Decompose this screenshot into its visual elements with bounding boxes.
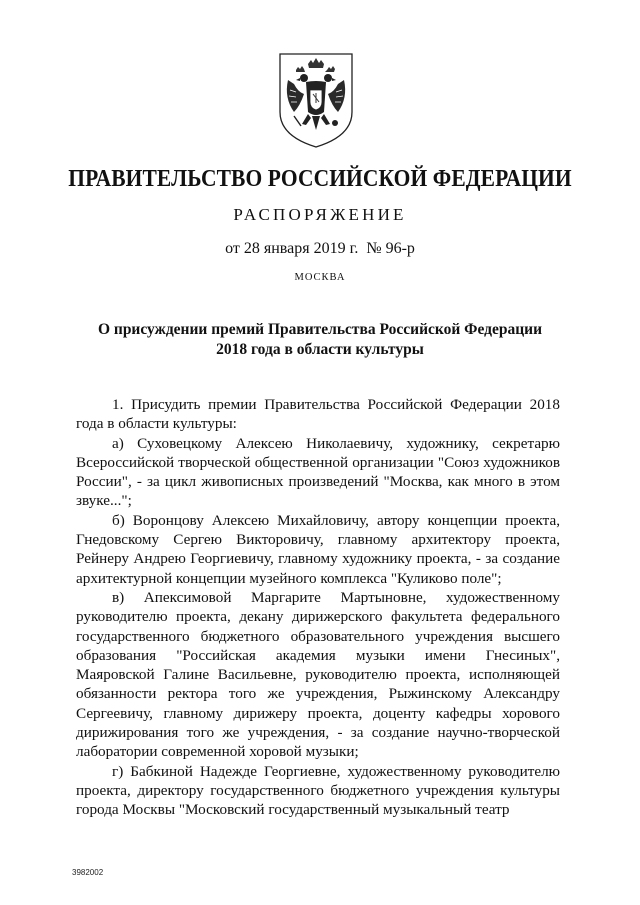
government-title: ПРАВИТЕЛЬСТВО РОССИЙСКОЙ ФЕДЕРАЦИИ	[68, 164, 572, 192]
document-city: МОСКВА	[294, 272, 346, 283]
body-paragraph-b: б) Воронцову Алексею Михайловичу, автору концепции проекта, Гнедовскому Сергею Викторовичу, главному архитектору проекта, Рейнеру Андрею Георгиевичу, главному художнику проекта, - за создание архитектурной концепции музейного комплекса "Куликово поле";	[76, 511, 560, 587]
heading-line-1: О присуждении премий Правительства Российской Федерации	[97, 321, 543, 338]
page-code: 3982002	[72, 868, 104, 877]
body-paragraph-g: г) Бабкиной Надежде Георгиевне, художественному руководителю проекта, директору государственного бюджетного учреждения культуры города Москвы "Московский государственный музыкальный театр	[76, 762, 560, 819]
body-paragraph-a: а) Суховецкому Алексею Николаевичу, художнику, секретарю Всероссийской творческой общественной организации "Союз художников России", - за цикл живописных произведений "Москва, как много в этом звуке...";	[76, 434, 560, 510]
document-number: № 96-р	[366, 240, 415, 257]
document-date: от 28 января 2019 г.	[225, 240, 359, 257]
document-body	[76, 395, 560, 820]
coat-of-arms-icon	[274, 50, 358, 150]
heading-line-2: 2018 года в области культуры	[216, 341, 424, 358]
body-paragraph-1: 1. Присудить премии Правительства Российской Федерации 2018 года в области культуры:	[76, 396, 560, 433]
document-heading	[60, 320, 580, 360]
document-type: РАСПОРЯЖЕНИЕ	[233, 205, 407, 224]
body-paragraph-v: в) Апексимовой Маргарите Мартыновне, художественному руководителю проекта, декану дирижерского факультета федерального государственного бюджетного образовательного учреждения высшего образования "Российская академия музыки имени Гнесиных", Маяровской Галине Васильевне, руководителю проекта, исполняющей обязанности ректора того же учреждения, Рыжинскому Александру Сергеевичу, главному дирижеру проекта, доценту кафедры хорового дирижирования того же учреждения, - за создание научно-творческой лаборатории современной хоровой музыки;	[76, 588, 560, 761]
document-date-line	[0, 240, 640, 258]
